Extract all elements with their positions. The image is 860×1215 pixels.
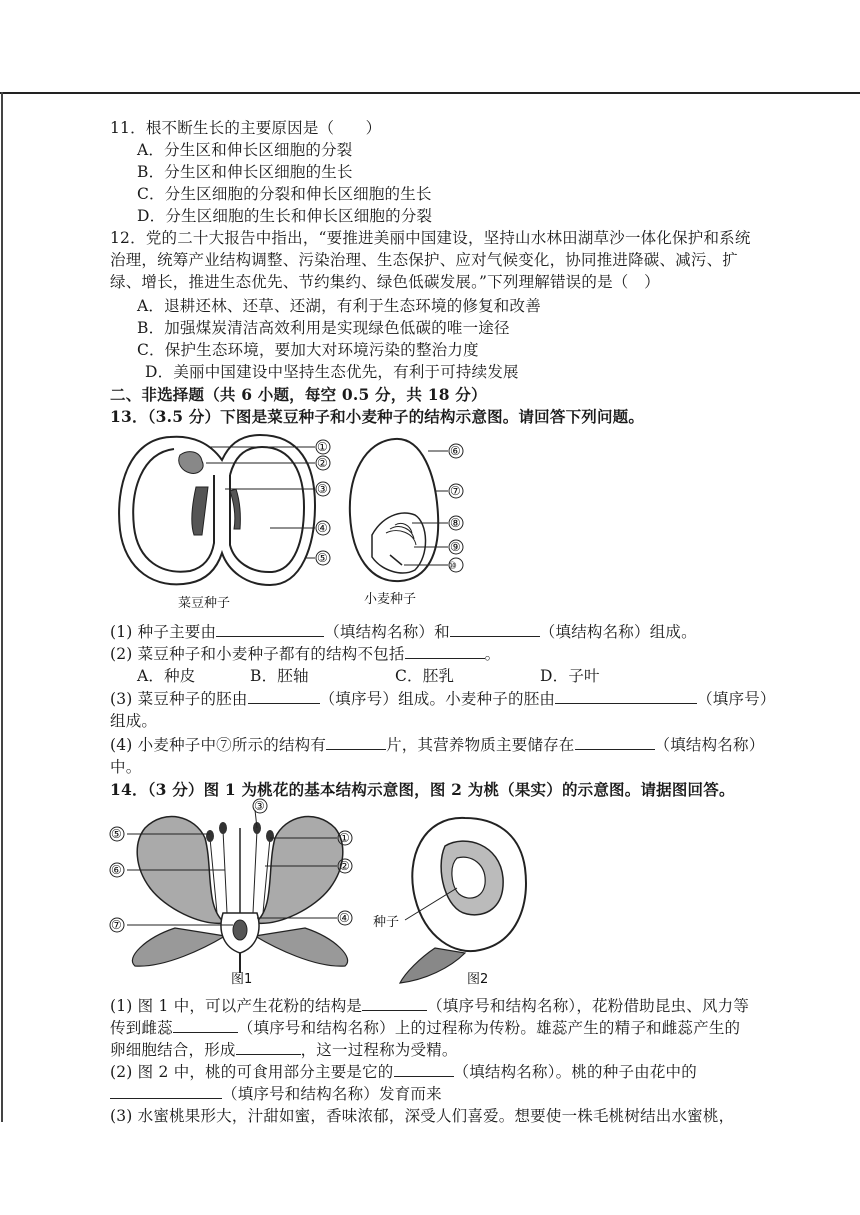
seed-label: 种子 [373,915,400,930]
q14-part1-blank-3[interactable] [236,1040,301,1055]
flower-label-1: ① [339,831,350,845]
q14-part1-text-b: （填序号和结构名称），花粉借助昆虫、风力等 [427,997,750,1015]
flower-label-5: ⑤ [111,827,122,841]
figure-1-caption: 图1 [231,972,253,986]
peach-flower-diagram [132,817,347,973]
section-2-heading: 二、非选择题（共 6 小题，每空 0.5 分，共 18 分） [110,385,487,404]
q14-part2-text-a: (2) 图 2 中，桃的可食用部分主要是它的 [110,1063,394,1081]
q14-part2-text-c: （填序号和结构名称）发育而来 [222,1085,442,1103]
q14-part1-text-a: (1) 图 1 中，可以产生花粉的结构是 [110,997,363,1015]
bean-plumule [179,452,203,474]
wheat-label-8: ⑧ [450,516,461,530]
q14-part1-line-1 [110,994,749,1016]
q12-option-c: C．保护生态环境，要加大对环境污染的整治力度 [137,341,479,359]
bean-seed-caption: 菜豆种子 [178,596,231,611]
q14-stem: 14．（3 分）图 1 为桃花的基本结构示意图，图 2 为桃（果实）的示意图。请据图回答。 [110,780,735,799]
bean-seed-diagram [119,435,315,585]
q14-part1-text-c: 传到雌蕊 [110,1019,173,1037]
q13-part4-line-2: 中。 [110,758,142,776]
bean-hypocotyl [230,489,240,529]
flower-label-7: ⑦ [111,918,122,932]
bean-radicle [192,487,208,535]
q13-part3-line-2: 组成。 [110,712,158,730]
q13-part1-blank-1[interactable] [216,622,324,637]
bean-label-2: ② [317,456,328,470]
q13-part3 [110,687,776,709]
q14-part2-text-b: （填结构名称）。桃的种子由花中的 [453,1063,697,1081]
q11-option-a: A．分生区和伸长区细胞的分裂 [137,141,353,159]
q13-stem: 13．（3.5 分）下图是菜豆种子和小麦种子的结构示意图。请回答下列问题。 [110,407,645,426]
q11-option-b: B．分生区和伸长区细胞的生长 [137,163,353,181]
q14-part1-text-e: 卵细胞结合，形成 [110,1041,236,1059]
flower-label-6: ⑥ [111,863,122,877]
q12-stem-line-2: 治理，统筹产业结构调整、污染治理、生态保护、应对气候变化，协同推进降碳、减污、扩 [110,251,739,269]
bean-label-3: ③ [317,482,328,496]
q13-part2-option-d: D．子叶 [540,667,600,685]
q14-part1-text-f: ，这一过程称为受精。 [300,1041,458,1059]
q13-part2-text: (2) 菜豆种子和小麦种子都有的结构不包括 [110,645,405,663]
page-top-border [0,92,860,94]
q13-part1-text-b: （填结构名称）和 [324,623,450,641]
q13-part2-option-b: B．胚轴 [250,667,309,685]
q13-part4-blank-1[interactable] [326,735,386,750]
bean-label-4: ④ [317,521,328,535]
page-left-border [1,92,3,1122]
q13-part3-blank-2[interactable] [555,689,697,704]
q11-option-c: C．分生区细胞的分裂和伸长区细胞的生长 [137,185,432,203]
q12-option-d: D．美丽中国建设中坚持生态优先，有利于可持续发展 [145,363,519,381]
figure-2-caption: 图2 [467,972,489,986]
q13-part4-text-a: (4) 小麦种子中⑦所示的结构有 [110,736,327,754]
wheat-seed-diagram [350,439,438,581]
q14-part1-blank-2[interactable] [173,1018,238,1033]
flower-label-2: ② [339,859,350,873]
q12-option-a: A．退耕还林、还草、还湖，有利于生态环境的修复和改善 [137,297,541,315]
q14-part2-blank-1[interactable] [394,1062,454,1077]
flower-label-3: ③ [254,799,265,813]
q14-part1-line-3 [110,1038,458,1060]
q12-option-b: B．加强煤炭清洁高效利用是实现绿色低碳的唯一途径 [137,319,510,337]
q13-part2-end: 。 [484,645,501,663]
bean-label-5: ⑤ [317,551,328,565]
q14-part1-line-2 [110,1016,740,1038]
q13-part3-blank-1[interactable] [248,689,320,704]
q11-stem: 11．根不断生长的主要原因是（ ） [110,119,382,137]
q13-part4-text-b: 片，其营养物质主要储存在 [386,736,575,754]
bean-label-1: ① [317,440,328,454]
peach-fruit-diagram [400,818,526,983]
q13-part1-text-c: （填结构名称）组成。 [539,623,697,641]
q14-part2-line-2 [110,1082,442,1104]
q13-part1-text-a: (1) 种子主要由 [110,623,217,641]
q13-part3-text-c: （填序号） [697,690,776,708]
q13-part2-blank[interactable] [405,644,485,659]
q13-part2-option-c: C．胚乳 [395,667,455,685]
wheat-label-10: ⑩ [448,561,457,572]
q13-part1-blank-2[interactable] [450,622,540,637]
wheat-label-7: ⑦ [450,484,461,498]
q11-option-d: D．分生区细胞的生长和伸长区细胞的分裂 [137,207,433,225]
q14-part2-line-1 [110,1060,697,1082]
q14-part3: (3) 水蜜桃果形大，汁甜如蜜，香味浓郁，深受人们喜爱。想要使一株毛桃树结出水蜜桃， [110,1107,735,1125]
q14-part1-blank-1[interactable] [362,996,427,1011]
q13-part4-text-c: （填结构名称） [654,736,765,754]
q13-part2 [110,642,500,664]
peach-figure [105,798,535,986]
q13-part2-option-a: A．种皮 [137,667,196,685]
q13-part4 [110,733,764,755]
seed-structure-figure [110,425,480,615]
wheat-seed-caption: 小麦种子 [364,592,417,607]
q14-part2-blank-2[interactable] [110,1084,222,1099]
q13-part1 [110,620,697,642]
wheat-label-9: ⑨ [450,540,461,554]
flower-label-4: ④ [339,911,350,925]
q13-part3-text-b: （填序号）组成。小麦种子的胚由 [319,690,556,708]
q12-stem-line-1: 12．党的二十大报告中指出，“要推进美丽中国建设，坚持山水林田湖草沙一体化保护和系统 [110,229,751,247]
q13-part3-text-a: (3) 菜豆种子的胚由 [110,690,248,708]
q14-part1-text-d: （填序号和结构名称）上的过程称为传粉。雄蕊产生的精子和雌蕊产生的 [237,1019,741,1037]
q13-part4-blank-2[interactable] [575,735,655,750]
q12-stem-line-3: 绿、增长，推进生态优先、节约集约、绿色低碳发展。”下列理解错误的是（ ） [110,273,660,291]
wheat-label-6: ⑥ [450,444,461,458]
